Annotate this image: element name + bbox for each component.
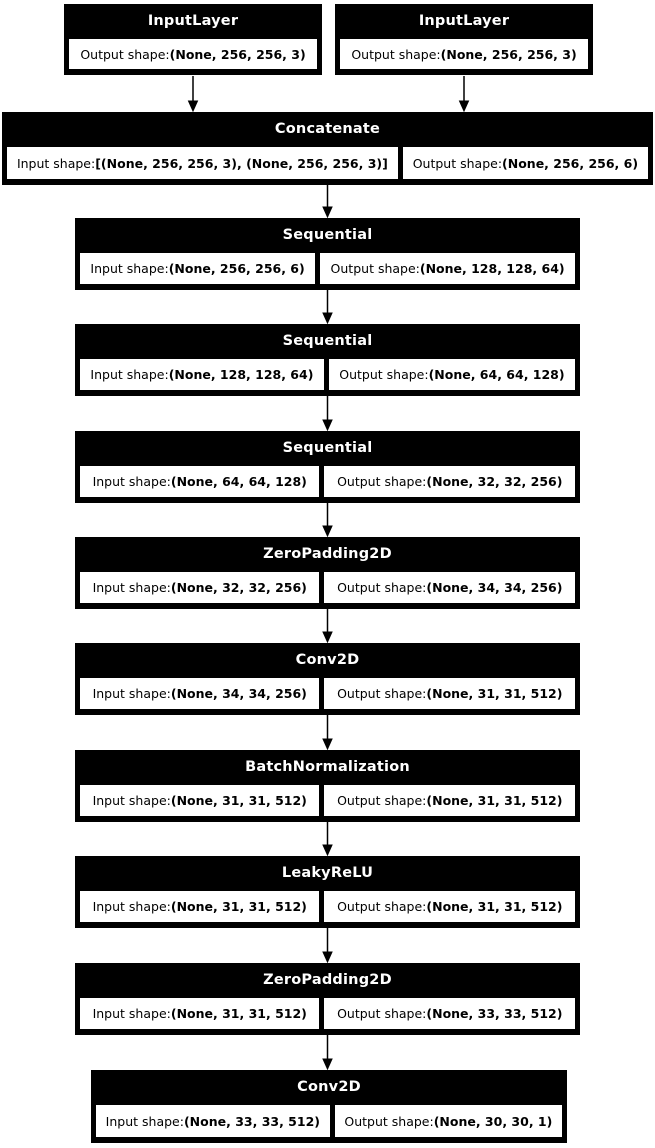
node-leakyrelu	[75, 856, 580, 928]
node-shape-row	[75, 890, 580, 928]
edge-arrow	[323, 928, 332, 962]
shape-label: Input shape:	[16, 155, 96, 171]
layer-type-label: Sequential	[282, 227, 373, 243]
shape-value: (None, 33, 33, 512)	[426, 1006, 563, 1021]
input-shape-cell	[79, 571, 320, 604]
shape-label: Input shape:	[92, 474, 171, 489]
node-sequential-3	[75, 431, 580, 503]
shape-label: Output shape:	[80, 46, 170, 62]
node-sequential-1	[75, 218, 580, 290]
shape-label: Output shape:	[412, 155, 503, 171]
edge-arrow	[323, 822, 332, 855]
input-shape-cell	[79, 465, 320, 498]
node-shape-row	[2, 146, 653, 185]
shape-label: Input shape:	[92, 899, 171, 914]
output-shape-cell	[334, 1104, 563, 1138]
node-inputlayer-1	[64, 4, 322, 75]
shape-label: Input shape:	[105, 1113, 184, 1129]
output-shape-cell	[68, 38, 318, 70]
node-shape-row	[91, 1104, 567, 1143]
node-zeropadding2d-1	[75, 537, 580, 609]
shape-label: Output shape:	[337, 686, 427, 701]
output-shape-cell	[319, 252, 576, 285]
layer-type-label: BatchNormalization	[245, 759, 410, 775]
shape-value: (None, 31, 31, 512)	[170, 899, 307, 914]
shape-value: (None, 256, 256, 3)	[440, 46, 577, 62]
edge-arrow	[323, 396, 332, 430]
shape-label: Output shape:	[337, 899, 427, 914]
shape-label: Output shape:	[337, 474, 427, 489]
edge-arrow	[323, 503, 332, 536]
node-concatenate	[2, 112, 653, 185]
shape-label: Output shape:	[330, 261, 420, 276]
layer-type-label: Sequential	[282, 333, 373, 349]
shape-value: (None, 31, 31, 512)	[170, 793, 307, 808]
output-shape-cell	[323, 465, 576, 498]
shape-value: (None, 128, 128, 64)	[419, 261, 565, 276]
edge-arrow	[323, 185, 332, 217]
node-shape-row	[75, 252, 580, 290]
node-shape-row	[75, 358, 580, 396]
shape-value: (None, 31, 31, 512)	[170, 1006, 307, 1021]
layer-type-label: Concatenate	[274, 121, 381, 137]
input-shape-cell	[79, 358, 325, 391]
node-shape-row	[75, 784, 580, 822]
shape-value: (None, 32, 32, 256)	[170, 580, 307, 595]
input-shape-cell	[79, 890, 320, 923]
node-shape-row	[75, 571, 580, 609]
output-shape-cell	[323, 784, 576, 817]
output-shape-cell	[339, 38, 589, 70]
input-shape-cell	[79, 677, 320, 710]
layer-type-label: InputLayer	[418, 13, 510, 29]
edge-arrow	[323, 609, 332, 642]
output-shape-cell	[323, 571, 576, 604]
output-shape-cell	[323, 890, 576, 923]
output-shape-cell	[328, 358, 576, 391]
node-shape-row	[75, 997, 580, 1035]
node-shape-row	[64, 38, 322, 75]
input-shape-cell	[79, 252, 316, 285]
shape-label: Input shape:	[92, 1006, 171, 1021]
shape-value: (None, 31, 31, 512)	[426, 686, 563, 701]
shape-label: Output shape:	[337, 1006, 427, 1021]
input-shape-cell	[79, 997, 320, 1030]
output-shape-cell	[323, 677, 576, 710]
shape-value: (None, 256, 256, 3)	[169, 46, 306, 62]
node-conv2d-1	[75, 643, 580, 715]
shape-label: Input shape:	[90, 367, 169, 382]
shape-value: (None, 256, 256, 6)	[502, 155, 639, 171]
input-shape-cell	[79, 784, 320, 817]
shape-label: Input shape:	[90, 261, 169, 276]
edge-arrow	[323, 715, 332, 749]
node-sequential-2	[75, 324, 580, 396]
shape-value: (None, 33, 33, 512)	[183, 1113, 320, 1129]
shape-label: Output shape:	[351, 46, 441, 62]
shape-value: (None, 34, 34, 256)	[426, 580, 563, 595]
shape-label: Output shape:	[337, 580, 427, 595]
shape-value: (None, 128, 128, 64)	[168, 367, 314, 382]
shape-value: (None, 31, 31, 512)	[426, 899, 563, 914]
output-shape-cell	[402, 146, 649, 180]
edge-arrow	[323, 290, 332, 323]
layer-type-label: Sequential	[282, 440, 373, 456]
shape-value: (None, 64, 64, 128)	[170, 474, 307, 489]
shape-label: Input shape:	[92, 686, 171, 701]
output-shape-cell	[323, 997, 576, 1030]
layer-type-label: Conv2D	[295, 652, 360, 668]
node-conv2d-2	[91, 1070, 567, 1143]
node-inputlayer-2	[335, 4, 593, 75]
node-batchnormalization	[75, 750, 580, 822]
edge-arrow	[323, 1035, 332, 1069]
edge-arrow	[460, 76, 469, 111]
shape-value: (None, 64, 64, 128)	[428, 367, 565, 382]
shape-value: [(None, 256, 256, 3), (None, 256, 256, 3)]	[95, 155, 388, 171]
shape-label: Input shape:	[92, 580, 171, 595]
shape-label: Output shape:	[337, 793, 427, 808]
shape-value: (None, 34, 34, 256)	[170, 686, 307, 701]
node-shape-row	[75, 465, 580, 503]
node-shape-row	[75, 677, 580, 715]
layer-type-label: Conv2D	[297, 1079, 361, 1095]
shape-value: (None, 30, 30, 1)	[433, 1113, 553, 1129]
shape-label: Input shape:	[92, 793, 171, 808]
shape-label: Output shape:	[339, 367, 429, 382]
node-zeropadding2d-2	[75, 963, 580, 1035]
layer-type-label: ZeroPadding2D	[263, 972, 392, 988]
shape-label: Output shape:	[344, 1113, 434, 1129]
shape-value: (None, 31, 31, 512)	[426, 793, 563, 808]
input-shape-cell	[95, 1104, 331, 1138]
layer-type-label: ZeroPadding2D	[263, 546, 392, 562]
input-shape-cell	[6, 146, 399, 180]
layer-type-label: LeakyReLU	[281, 865, 374, 881]
layer-type-label: InputLayer	[147, 13, 239, 29]
shape-value: (None, 256, 256, 6)	[168, 261, 305, 276]
shape-value: (None, 32, 32, 256)	[426, 474, 563, 489]
edge-arrow	[189, 76, 198, 111]
node-shape-row	[335, 38, 593, 75]
